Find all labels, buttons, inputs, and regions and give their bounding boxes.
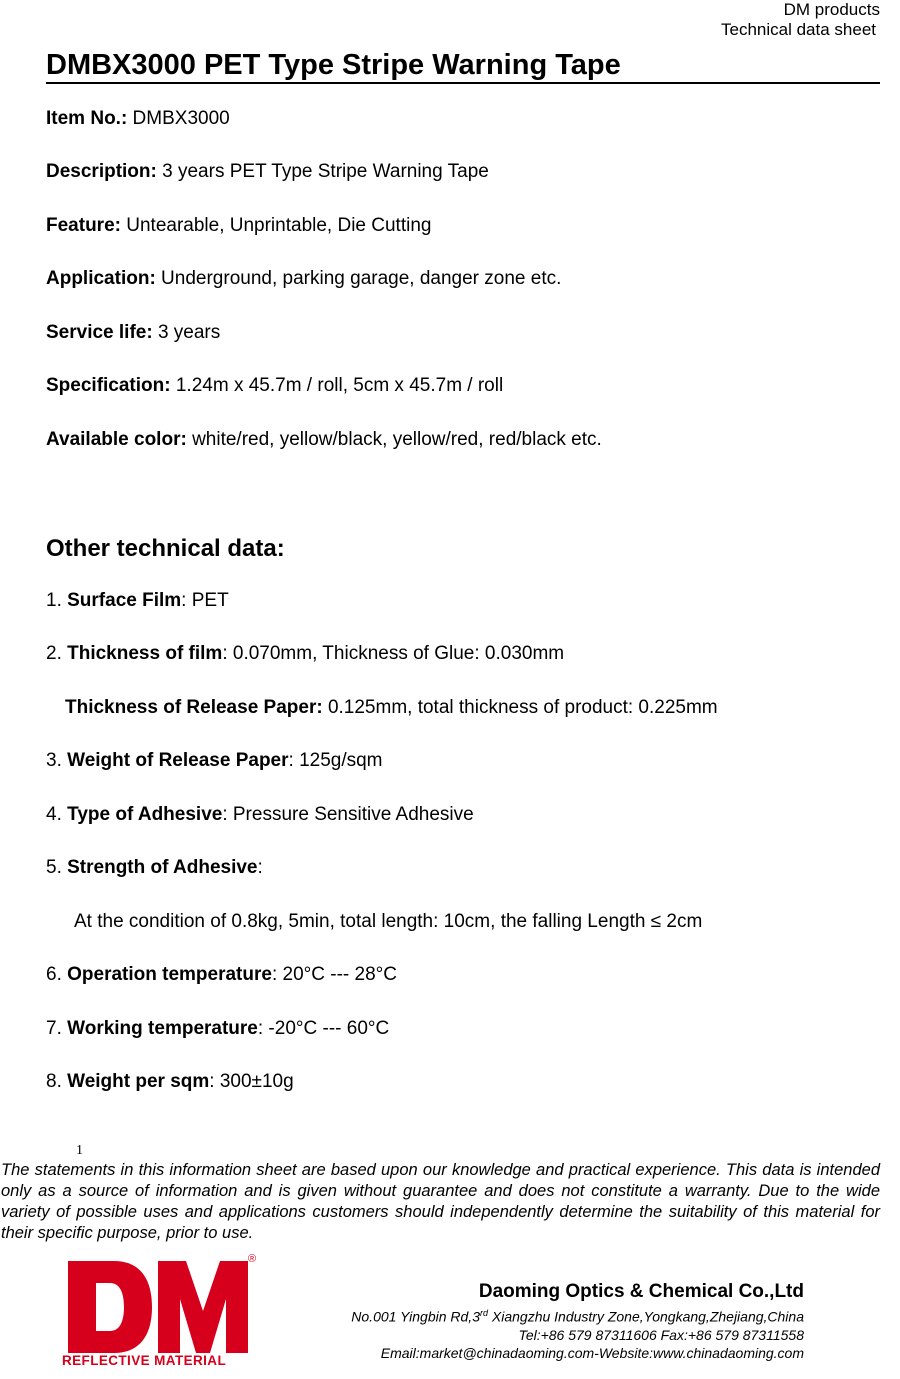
tech-number: 8. bbox=[46, 1071, 68, 1092]
field-value: 3 years bbox=[152, 322, 221, 343]
other-technical-heading: Other technical data: bbox=[46, 535, 285, 562]
tech-label: Thickness of Release Paper: bbox=[65, 697, 323, 718]
tech-label: Weight per sqm bbox=[67, 1071, 210, 1092]
field-label: Application: bbox=[46, 268, 156, 289]
tech-item bbox=[46, 749, 383, 773]
field-available-color bbox=[46, 428, 602, 452]
tech-number: 7. bbox=[46, 1018, 68, 1039]
field-value: Untearable, Unprintable, Die Cutting bbox=[120, 215, 432, 236]
field-label: Description: bbox=[46, 161, 157, 182]
tech-number: 4. bbox=[46, 804, 68, 825]
tech-label: Strength of Adhesive bbox=[67, 857, 258, 878]
company-info bbox=[351, 1280, 804, 1362]
tech-number: 5. bbox=[46, 857, 68, 878]
tech-item bbox=[46, 803, 474, 827]
field-label: Specification: bbox=[46, 375, 171, 396]
tech-item bbox=[46, 856, 263, 880]
page-title: DMBX3000 PET Type Stripe Warning Tape bbox=[46, 48, 880, 84]
address-superscript: rd bbox=[479, 1308, 488, 1318]
field-feature bbox=[46, 214, 431, 238]
company-address bbox=[351, 1304, 804, 1326]
registered-mark: ® bbox=[248, 1253, 257, 1265]
field-value: 3 years PET Type Stripe Warning Tape bbox=[156, 161, 489, 182]
tech-number: 2. bbox=[46, 643, 68, 664]
tech-value: At the condition of 0.8kg, 5min, total length: 10cm, the falling Length ≤ 2cm bbox=[74, 911, 703, 932]
tech-value: : PET bbox=[181, 590, 229, 611]
tech-value: : bbox=[257, 857, 263, 878]
field-label: Service life: bbox=[46, 322, 153, 343]
logo-caption: REFLECTIVE MATERIAL bbox=[62, 1353, 227, 1368]
company-phone: Tel:+86 579 87311606 Fax:+86 579 87311558 bbox=[518, 1326, 804, 1343]
field-label: Available color: bbox=[46, 429, 187, 450]
tech-label: Type of Adhesive bbox=[67, 804, 223, 825]
doc-type-label: Technical data sheet bbox=[721, 20, 876, 39]
tech-item bbox=[46, 642, 564, 666]
tech-label: Weight of Release Paper bbox=[67, 750, 289, 771]
tech-item bbox=[65, 696, 718, 720]
tech-item bbox=[74, 910, 702, 934]
field-value: DMBX3000 bbox=[127, 108, 230, 129]
company-logo bbox=[62, 1255, 262, 1370]
disclaimer-text: The statements in this information sheet are based upon our knowledge and practical experience. This data is intended only as a source of information and is given without guarantee and does not constitute a warranty. Due to the wide variety of possible uses and applications customers should independently determine the suitability of this material for their specific purpose, prior to use. bbox=[1, 1161, 880, 1242]
tech-value: 0.125mm, total thickness of product: 0.225mm bbox=[322, 697, 718, 718]
tech-value: : 0.070mm, Thickness of Glue: 0.030mm bbox=[222, 643, 565, 664]
tech-number: 3. bbox=[46, 750, 68, 771]
field-value: white/red, yellow/black, yellow/red, red/black etc. bbox=[186, 429, 602, 450]
field-item-no bbox=[46, 107, 230, 131]
field-service-life bbox=[46, 321, 220, 345]
page-number: 1 bbox=[76, 1143, 83, 1158]
tech-label: Surface Film bbox=[67, 590, 182, 611]
tech-number: 1. bbox=[46, 590, 68, 611]
tech-value: : Pressure Sensitive Adhesive bbox=[222, 804, 474, 825]
tech-item bbox=[46, 963, 397, 987]
tech-value: : 300±10g bbox=[209, 1071, 294, 1092]
tech-number: 6. bbox=[46, 964, 68, 985]
tech-label: Thickness of film bbox=[67, 643, 223, 664]
company-name: Daoming Optics & Chemical Co.,Ltd bbox=[478, 1281, 804, 1302]
document-header bbox=[721, 0, 880, 40]
dm-logo-icon bbox=[68, 1261, 248, 1353]
tech-label: Operation temperature bbox=[67, 964, 272, 985]
address-part: No.001 Yingbin Rd,3 bbox=[351, 1308, 480, 1325]
tech-item bbox=[46, 1017, 389, 1041]
field-application bbox=[46, 267, 561, 291]
field-value: Underground, parking garage, danger zone etc. bbox=[155, 268, 562, 289]
tech-value: : 125g/sqm bbox=[288, 750, 383, 771]
field-label: Item No.: bbox=[46, 108, 128, 129]
address-part: Xiangzhu Industry Zone,Yongkang,Zhejiang,China bbox=[488, 1308, 804, 1325]
field-value: 1.24m x 45.7m / roll, 5cm x 45.7m / roll bbox=[170, 375, 504, 396]
tech-item bbox=[46, 1070, 294, 1094]
field-specification bbox=[46, 374, 503, 398]
tech-value: : 20°C --- 28°C bbox=[271, 964, 397, 985]
tech-label: Working temperature bbox=[67, 1018, 258, 1039]
tech-value: : -20°C --- 60°C bbox=[257, 1018, 390, 1039]
brand-label: DM products bbox=[783, 0, 880, 19]
tech-item bbox=[46, 589, 229, 613]
company-contact: Email:market@chinadaoming.com-Website:www.chinadaoming.com bbox=[380, 1344, 804, 1361]
field-label: Feature: bbox=[46, 215, 121, 236]
field-description bbox=[46, 160, 489, 184]
